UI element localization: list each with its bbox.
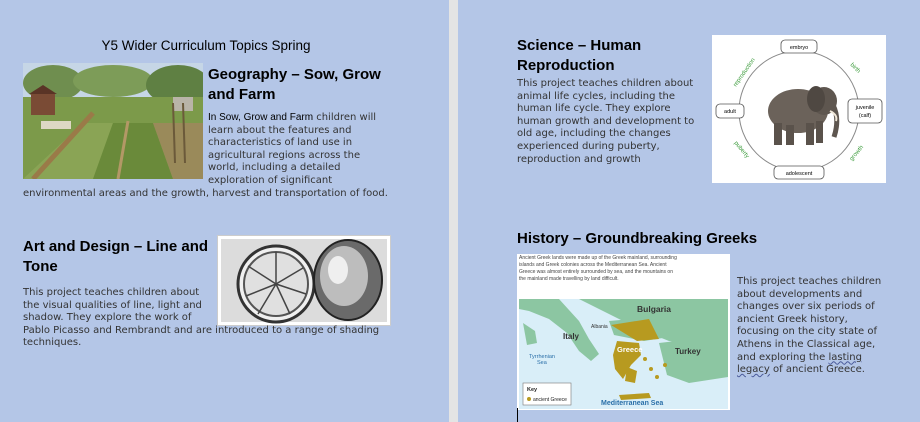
geography-text-last: environmental areas and the growth, harvest and transportation of food. <box>23 188 388 199</box>
legend-item: ancient Greece <box>533 397 567 403</box>
allotment-photo <box>23 63 203 179</box>
science-heading: Science – Human Reproduction <box>517 37 642 74</box>
map-caption-line: islands and Greek colonies across the Mediterranean Sea. Ancient <box>519 262 667 268</box>
label-mediterranean: Mediterranean Sea <box>601 400 664 407</box>
document-title: Y5 Wider Curriculum Topics Spring <box>101 38 311 53</box>
elephant-icon <box>768 86 837 145</box>
label-albania: Albania <box>591 324 608 330</box>
art-text: This project teaches children about the visual qualities of line, light and shadow. They explore the work of Pablo Picasso and Rembrandt and are introduced to a range of shading techniques. <box>23 287 380 349</box>
stage-adolescent: adolescent <box>785 171 813 177</box>
stage-adult: adult <box>724 109 736 115</box>
label-bulgaria: Bulgaria <box>637 304 672 314</box>
text-cursor <box>517 408 518 422</box>
stage-embryo: embryo <box>789 45 809 51</box>
history-text: This project teaches children about developments and changes over six periods of ancient Greek history, focusing on the city state of Athens in the Classical age, and exploring the lasting legacy of ancient Greece. <box>737 276 882 376</box>
legend-title: Key <box>527 387 538 393</box>
art-heading: Art and Design – Line and Tone <box>23 238 209 275</box>
page-gutter <box>449 0 458 422</box>
spellcheck-word-lasting: lasting <box>828 351 862 363</box>
history-heading: History – Groundbreaking Greeks <box>517 230 758 247</box>
map-caption-line: Greece was almost entirely surrounded by sea, and the mountains on <box>519 269 673 275</box>
stage-calf: (calf) <box>858 113 872 119</box>
arrow-birth: birth <box>848 62 862 75</box>
map-caption-line: Ancient Greek lands were made up of the Greek mainland, surrounding <box>519 255 677 261</box>
spellcheck-word-legacy: legacy <box>737 364 770 376</box>
arrow-puberty: puberty <box>732 140 750 160</box>
left-page <box>0 0 449 422</box>
geography-text: In Sow, Grow and Farm children will learn about the features and characteristics of land use in agricultural regions across the world, including a detailed exploration of significant <box>208 112 377 186</box>
label-italy: Italy <box>563 332 580 341</box>
arrow-reproduction: reproduction <box>732 57 757 89</box>
science-text: This project teaches children about animal life cycles, including the human life cycle. They explore human growth and development to old age, including the changes experienced during puberty, reproduction and growth <box>517 78 695 165</box>
greece-map <box>517 254 730 410</box>
right-page <box>458 0 920 422</box>
geography-lead: In Sow, Grow and Farm <box>208 112 314 123</box>
label-tyrrhenian-sea: Sea <box>537 360 547 366</box>
arrow-growth: growth <box>848 144 866 163</box>
stage-juvenile: juvenile <box>855 105 875 111</box>
geography-heading: Geography – Sow, Grow and Farm <box>208 66 381 103</box>
label-greece: Greece <box>617 345 643 354</box>
label-turkey: Turkey <box>675 347 701 356</box>
life-cycle-diagram <box>712 35 886 183</box>
map-caption-line: the mainland made travelling by land difficult. <box>519 276 619 282</box>
label-tyrrhenian: Tyrrhenian <box>529 354 555 360</box>
